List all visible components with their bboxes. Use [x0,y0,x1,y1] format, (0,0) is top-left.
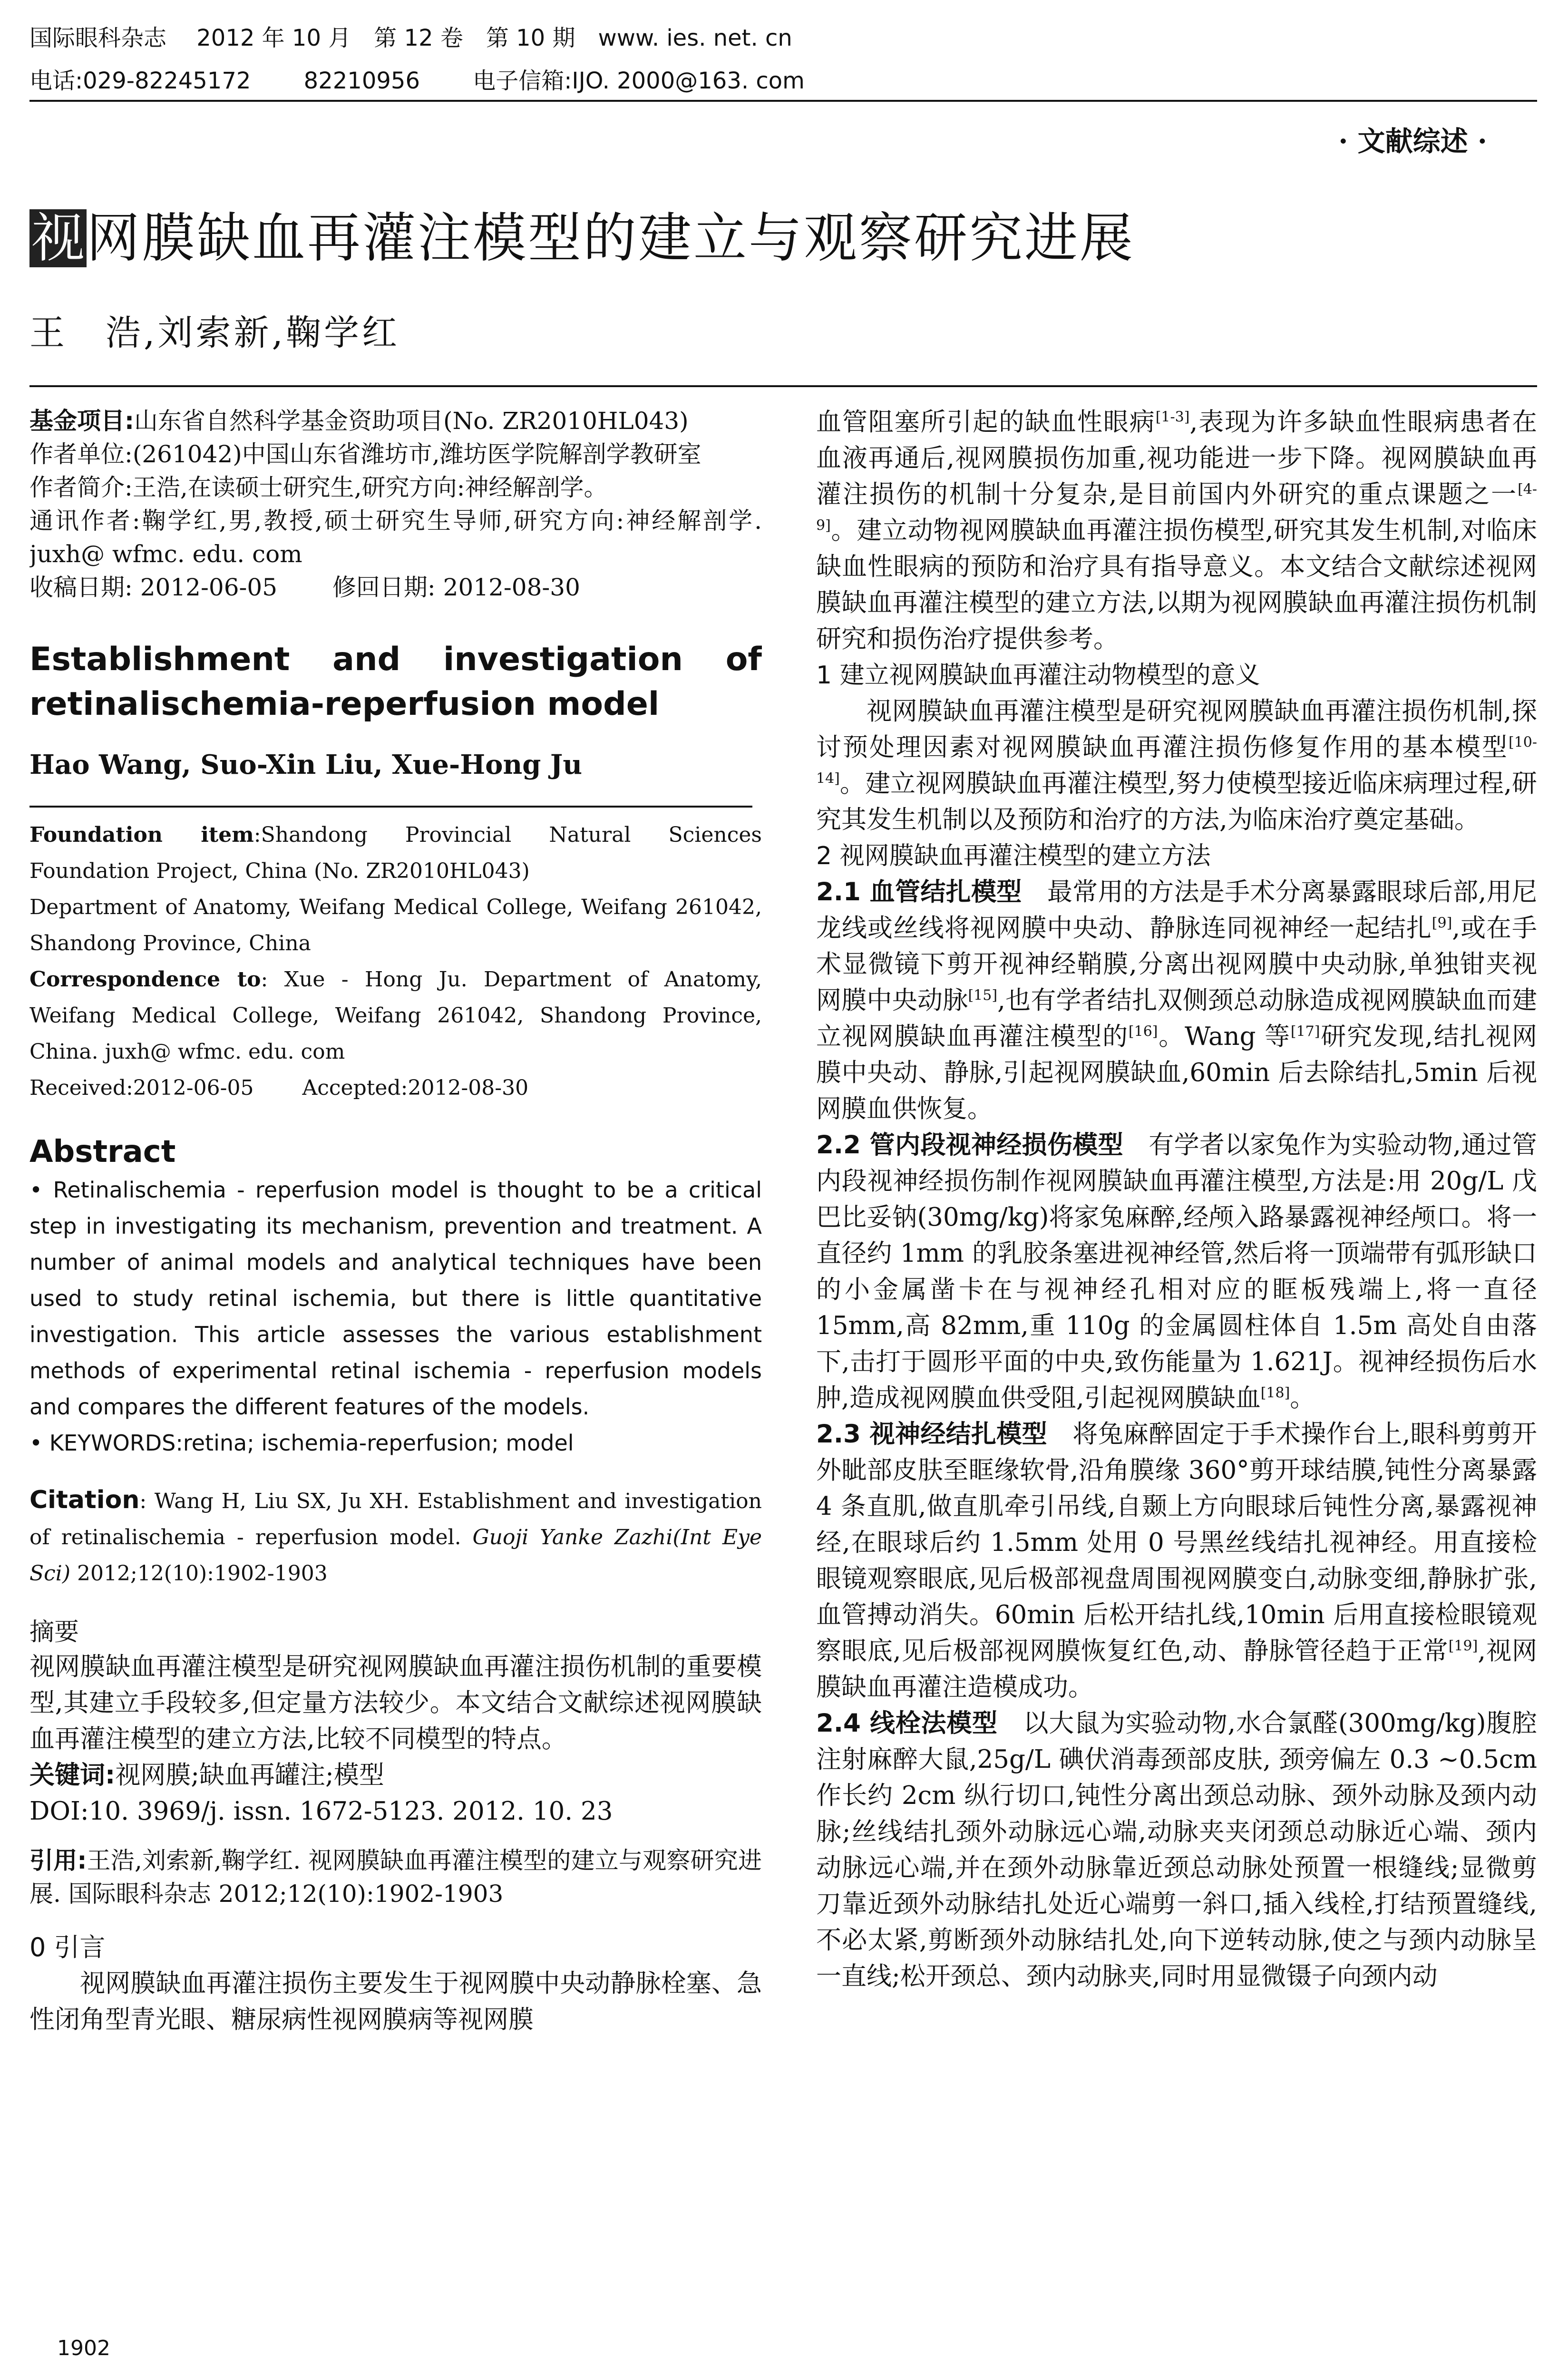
zh-abstract-body: 视网膜缺血再灌注模型是研究视网膜缺血再灌注损伤机制的重要模型,其建立手段较多,但定量方法较少。本文结合文献综述视网膜缺血再灌注模型的建立方法,比较不同模型的特点。 [29,1652,762,1754]
abstract-body: • Retinalischemia - reperfusion model is thought to be a critical step in investigating its mechanism, prevention and treatment. A number of animal models and analytical techniques have been used to study retinal ischemia, but there is little quantitative investigation. This article assesses the various establishment methods of experimental retinal ischemia - reperfusion models and compares the different features of the models. [29,1177,762,1420]
section-2-4: 2.4 线栓法模型 以大鼠为实验动物,水合氯醛(300mg/kg)腹腔注射麻醉大鼠,25g/L 碘伏消毒颈部皮肤, 颈旁偏左 0.3 ~0.5cm 作长约 2cm 纵行切口,钝性分离出颈总动脉、颈外动脉及颈内动脉;丝线结扎颈外动脉远心端,动脉夹夹闭颈总动脉近心端、颈内动脉远心端,并在颈外动脉靠近颈总动脉处预置一根缝线;显微剪刀靠近颈外动脉结扎处近心端剪一斜口,插入线栓,打结预置缝线,不必太紧,剪断颈外动脉结扎处,向下逆转动脉,使之与颈内动脉呈一直线;松开颈总、颈内动脉夹,同时用显微镊子向颈内动 [816,1709,1537,1991]
english-title: Establishment and investigation of retinalischemia-reperfusion model [29,641,762,723]
section-2-1: 2.1 血管结扎模型 最常用的方法是手术分离暴露眼球后部,用尼龙线或丝线将视网膜中央动、静脉连同视神经一起结扎[9],或在手术显微镜下剪开视神经鞘膜,分离出视网膜中央动脉,单独钳夹视网膜中央动脉[15],也有学者结扎双侧颈总动脉造成视网膜缺血而建立视网膜缺血再灌注模型的[16]。Wang 等[17]研究发现,结扎视网膜中央动、静脉,引起视网膜缺血,60min 后去除结扎,5min 后视网膜血供恢复。 [816,877,1537,1123]
english-authors: Hao Wang, Suo-Xin Liu, Xue-Hong Ju [29,749,583,780]
title-first-char: 视 [29,209,87,267]
header-rule [29,100,1537,102]
left-column [29,404,762,2330]
right-column [816,404,1537,2330]
en-foundation: Foundation item:Shandong Provincial Natural Sciences Foundation Project, China (No. ZR2010HL043) [29,823,762,883]
abstract-keywords: • KEYWORDS:retina; ischemia-reperfusion; model [29,1430,574,1456]
section-2-heading: 2 视网膜缺血再灌注模型的建立方法 [816,842,1211,870]
section-2-2: 2.2 管内段视神经损伤模型 有学者以家兔作为实验动物,通过管内段视神经损伤制作视网膜缺血再灌注模型,方法是:用 20g/L 戊巴比妥钠(30mg/kg)将家兔麻醉,经颅入路暴露视神经颅口。将一直径约 1mm 的乳胶条塞进视神经管,然后将一顶端带有弧形缺口的小金属凿卡在与视神经孔相对应的眶板残端上,将一直径 15mm,高 82mm,重 110g 的金属圆柱体自 1.5m 高处自由落下,击打于圆形平面的中央,致伤能量为 1.621J。视神经损伤后水肿,造成视网膜血供受阻,引起视网膜缺血[18]。 [816,1130,1537,1413]
article-title [29,209,1135,267]
page-number: 1902 [57,2336,110,2360]
section-2-3: 2.3 视神经结扎模型 将兔麻醉固定于手术操作台上,眼科剪剪开外眦部皮肤至眶缘软骨,沿角膜缘 360°剪开球结膜,钝性分离暴露 4 条直肌,做直肌牵引吊线,自颞上方向眼球后钝性分离,暴露视神经,在眼球后约 1.5mm 处用 0 号黑丝线结扎视神经。用直接检眼镜观察眼底,见后极部视盘周围视网膜变白,动脉变细,静脉扩张,血管搏动消失。60min 后松开结扎线,10min 后用直接检眼镜观察眼底,见后极部视网膜恢复红色,动、静脉管径趋于正常[19],视网膜缺血再灌注造模成功。 [816,1420,1537,1702]
zh-keywords: 关键词:视网膜;缺血再罐注;模型 [29,1761,384,1790]
journal-issue-line: 国际眼科杂志 2012 年 10 月 第 12 卷 第 10 期 www. ies. net. cn [29,25,792,51]
zh-doi: DOI:10. 3969/j. issn. 1672-5123. 2012. 10. 23 [29,1797,613,1826]
title-rule [29,385,1537,387]
authors-cn: 王 浩,刘索新,鞠学红 [29,312,400,353]
info-funding: 基金项目:山东省自然科学基金资助项目(No. ZR2010HL043) [29,407,689,435]
en-correspondence: Correspondence to: Xue - Hong Ju. Department of Anatomy, Weifang Medical College, Weifang 261042, Shandong Province, China. juxh@ wfmc. edu. com [29,967,762,1064]
section-1-text: 视网膜缺血再灌注模型是研究视网膜缺血再灌注损伤机制,探讨预处理因素对视网膜缺血再灌注损伤修复作用的基本模型[10-14]。建立视网膜缺血再灌注模型,努力使模型接近临床病理过程,研究其发生机制以及预防和治疗的方法,为临床治疗奠定基础。 [816,697,1537,834]
zh-abstract-heading: 摘要 [29,1618,79,1646]
zh-cite: 引用:王浩,刘索新,鞠学红. 视网膜缺血再灌注模型的建立与观察研究进展. 国际眼科杂志 2012;12(10):1902-1903 [29,1847,762,1908]
info-affiliation: 作者单位:(261042)中国山东省潍坊市,潍坊医学院解剖学教研室 [29,440,701,468]
info-dates: 收稿日期: 2012-06-05 修回日期: 2012-08-30 [29,574,580,601]
section-1-heading: 1 建立视网膜缺血再灌注动物模型的意义 [816,661,1260,690]
en-received: Received:2012-06-05 Accepted:2012-08-30 [29,1076,529,1100]
en-department: Department of Anatomy, Weifang Medical College, Weifang 261042, Shandong Province, China [29,895,762,955]
info-author-bio: 作者简介:王浩,在读硕士研究生,研究方向:神经解剖学。 [29,474,608,501]
info-en-block [29,817,762,1106]
abstract-heading: Abstract [29,1134,176,1169]
title-rest: 网膜缺血再灌注模型的建立与观察研究进展 [87,207,1135,269]
citation-en: Citation: Wang H, Liu SX, Ju XH. Establishment and investigation of retinalischemia - reperfusion model. Guoji Yanke Zazhi(Int Eye Sci) 2012;12(10):1902-1903 [29,1486,762,1586]
journal-contact-line: 电话:029-82245172 82210956 电子信箱:IJO. 2000@163. com [29,68,805,94]
english-authors-rule [29,806,752,808]
intro-continued: 血管阻塞所引起的缺血性眼病[1-3],表现为许多缺血性眼病患者在血液再通后,视网膜损伤加重,视功能进一步下降。视网膜缺血再灌注损伤的机制十分复杂,是目前国内外研究的重点课题之一[4-9]。建立动物视网膜缺血再灌注损伤模型,研究其发生机制,对临床缺血性眼病的预防和治疗具有指导意义。本文结合文献综述视网膜缺血再灌注模型的建立方法,以期为视网膜缺血再灌注损伤机制研究和损伤治疗提供参考。 [816,408,1537,653]
info-cn-block [29,404,762,604]
intro-text: 视网膜缺血再灌注损伤主要发生于视网膜中央动静脉栓塞、急性闭角型青光眼、糖尿病性视网膜病等视网膜 [29,1969,762,2034]
intro-heading: 0 引言 [29,1932,106,1962]
info-correspondence: 通讯作者:鞠学红,男,教授,硕士研究生导师,研究方向:神经解剖学. juxh@ wfmc. edu. com [29,507,762,568]
section-tag: · 文献综述 · [1338,125,1487,157]
